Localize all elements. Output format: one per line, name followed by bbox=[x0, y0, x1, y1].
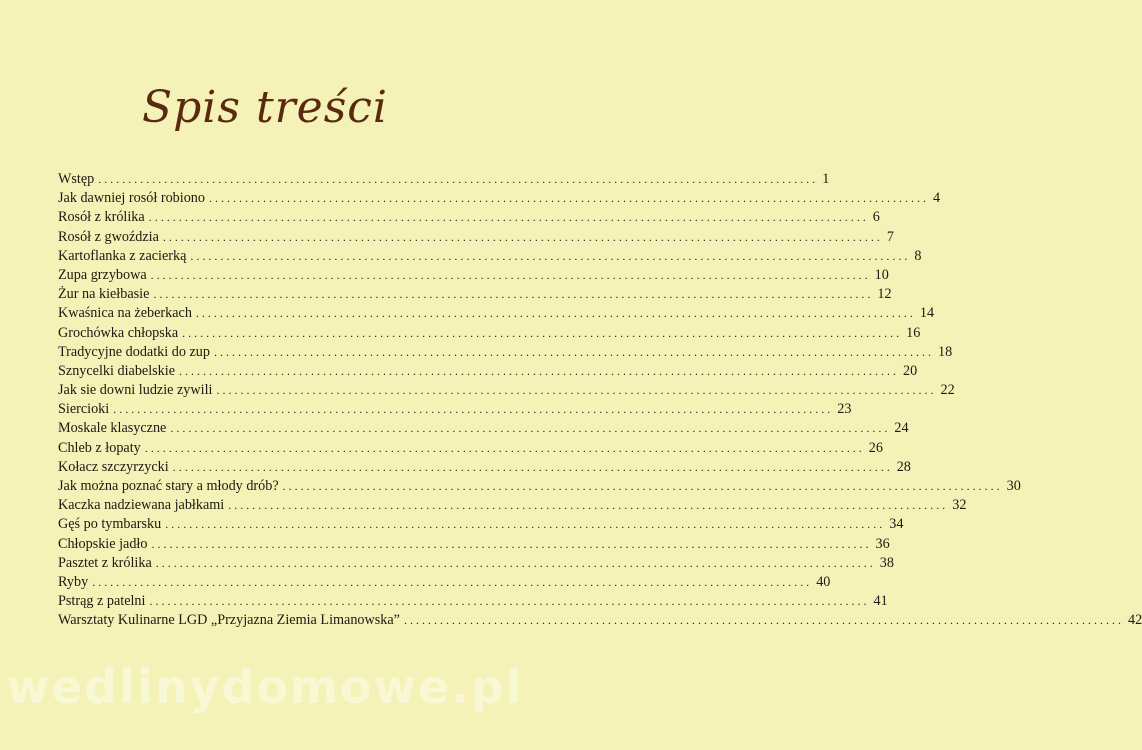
toc-entry-page: 26 bbox=[868, 439, 883, 456]
toc-entry bbox=[58, 304, 935, 323]
toc-entry-page: 18 bbox=[937, 343, 953, 360]
page-title: Spis treści bbox=[142, 82, 388, 133]
toc-leader-dots: ........................................................................................................................ bbox=[150, 267, 871, 282]
toc-entry-title: Rosół z królika bbox=[58, 209, 145, 226]
toc-entry-page: 8 bbox=[914, 247, 922, 264]
toc-entry bbox=[58, 343, 953, 362]
toc-entry bbox=[58, 285, 892, 304]
toc-entry bbox=[58, 496, 967, 515]
toc-entry-page: 12 bbox=[877, 286, 892, 303]
toc-leader-dots: ........................................................................................................................ bbox=[165, 517, 886, 532]
toc-entry bbox=[58, 439, 883, 458]
toc-leader-dots: ........................................................................................................................ bbox=[162, 229, 883, 244]
toc-entry-title: Żur na kiełbasie bbox=[58, 286, 150, 303]
toc-entry bbox=[58, 170, 830, 189]
toc-entry-title: Warsztaty Kulinarne LGD „Przyjazna Ziemia Limanowska” bbox=[58, 612, 400, 629]
toc-leader-dots: ........................................................................................................................ bbox=[190, 248, 911, 263]
toc-leader-dots: ........................................................................................................................ bbox=[216, 383, 937, 398]
toc-leader-dots: ........................................................................................................................ bbox=[151, 536, 872, 551]
toc-entry-page: 20 bbox=[903, 362, 918, 379]
toc-entry-page: 10 bbox=[874, 266, 889, 283]
toc-entry-page: 23 bbox=[837, 401, 852, 418]
toc-entry-title: Jak sie downi ludzie zywili bbox=[58, 382, 213, 399]
toc-entry bbox=[58, 400, 852, 419]
toc-entry-page: 7 bbox=[886, 228, 894, 245]
toc-entry-title: Rosół z gwoździa bbox=[58, 228, 159, 245]
toc-entry-page: 16 bbox=[906, 324, 921, 341]
toc-entry-page: 1 bbox=[822, 171, 830, 187]
toc-leader-dots: ........................................................................................................................ bbox=[179, 363, 900, 378]
toc-entry bbox=[58, 189, 941, 208]
toc-entry bbox=[58, 515, 904, 534]
toc-entry-title: Wstęp bbox=[58, 171, 95, 187]
toc-entry-title: Chłopskie jadło bbox=[58, 535, 148, 552]
toc-entry-page: 4 bbox=[932, 190, 941, 207]
toc-entry bbox=[58, 228, 894, 247]
toc-entry-title: Ryby bbox=[58, 573, 89, 590]
toc-entry-title: Gęś po tymbarsku bbox=[58, 516, 162, 533]
toc-entry-page: 41 bbox=[873, 593, 888, 610]
toc-leader-dots: ........................................................................................................................ bbox=[149, 594, 870, 609]
toc-entry-page: 14 bbox=[919, 305, 935, 322]
toc-entry-page: 42 bbox=[1127, 612, 1142, 629]
toc-entry bbox=[58, 381, 955, 400]
toc-entry-page: 32 bbox=[952, 497, 967, 514]
toc-leader-dots: ........................................................................................................................ bbox=[98, 172, 819, 186]
toc-entry bbox=[58, 554, 894, 573]
toc-leader-dots: ........................................................................................................................ bbox=[113, 402, 834, 417]
toc-entry bbox=[58, 266, 889, 285]
toc-leader-dots: ........................................................................................................................ bbox=[228, 498, 949, 513]
toc-leader-dots: ........................................................................................................................ bbox=[170, 421, 891, 436]
toc-entry-title: Kaczka nadziewana jabłkami bbox=[58, 497, 225, 514]
toc-leader-dots: ........................................................................................................................ bbox=[403, 613, 1124, 628]
toc-leader-dots: ........................................................................................................................ bbox=[144, 440, 865, 455]
toc-entry bbox=[58, 458, 911, 477]
toc-entry-title: Tradycyjne dodatki do zup bbox=[58, 343, 210, 360]
toc-entry bbox=[58, 573, 831, 592]
toc-entry-title: Chleb z łopaty bbox=[58, 439, 141, 456]
toc-entry-title: Jak dawniej rosół robiono bbox=[58, 190, 205, 207]
toc-entry-page: 22 bbox=[940, 382, 955, 399]
toc-entry-title: Kwaśnica na żeberkach bbox=[58, 305, 192, 322]
toc-entry-title: Zupa grzybowa bbox=[58, 266, 147, 283]
toc-leader-dots: ........................................................................................................................ bbox=[208, 191, 929, 206]
watermark: wedlinydomowe.pl bbox=[6, 660, 524, 714]
toc-entry-page: 24 bbox=[894, 420, 909, 437]
toc-leader-dots: ........................................................................................................................ bbox=[172, 459, 893, 474]
toc-entry-title: Pstrąg z patelni bbox=[58, 593, 146, 610]
toc-entry bbox=[58, 362, 918, 381]
toc-entry bbox=[58, 208, 880, 227]
toc-entry bbox=[58, 611, 1142, 630]
toc-entry-title: Sznycelki diabelskie bbox=[58, 362, 176, 379]
toc-leader-dots: ........................................................................................................................ bbox=[153, 287, 874, 302]
toc-entry-title: Moskale klasyczne bbox=[58, 420, 167, 437]
toc-entry-page: 36 bbox=[875, 535, 890, 552]
toc-entry-title: Pasztet z królika bbox=[58, 554, 152, 571]
toc-entry-page: 38 bbox=[879, 554, 894, 571]
toc-entry-page: 6 bbox=[872, 209, 880, 226]
toc-entry-title: Jak można poznać stary a młody drób? bbox=[58, 478, 279, 494]
toc-entry bbox=[58, 477, 1021, 496]
toc-leader-dots: ........................................................................................................................ bbox=[148, 210, 869, 225]
toc-leader-dots: ........................................................................................................................ bbox=[182, 325, 903, 340]
toc-leader-dots: ........................................................................................................................ bbox=[195, 306, 916, 321]
toc-entry bbox=[58, 592, 888, 611]
toc-entry bbox=[58, 247, 922, 266]
toc-entry-title: Grochówka chłopska bbox=[58, 324, 179, 341]
toc-leader-dots: ........................................................................................................................ bbox=[92, 574, 813, 589]
toc-entry-page: 34 bbox=[889, 516, 904, 533]
toc-entry bbox=[58, 535, 890, 554]
toc-entry-title: Kartoflanka z zacierką bbox=[58, 247, 187, 264]
toc-entry-title: Kołacz szczyrzycki bbox=[58, 458, 169, 475]
toc-leader-dots: ........................................................................................................................ bbox=[282, 479, 1003, 493]
toc-leader-dots: ........................................................................................................................ bbox=[213, 344, 934, 359]
toc-entry-page: 28 bbox=[896, 458, 911, 475]
toc-entry-page: 30 bbox=[1006, 478, 1021, 494]
table-of-contents bbox=[58, 170, 1142, 631]
toc-leader-dots: ........................................................................................................................ bbox=[155, 555, 876, 570]
toc-entry-title: Siercioki bbox=[58, 401, 110, 418]
toc-entry bbox=[58, 419, 909, 438]
toc-entry bbox=[58, 324, 921, 343]
toc-entry-page: 40 bbox=[816, 573, 831, 590]
